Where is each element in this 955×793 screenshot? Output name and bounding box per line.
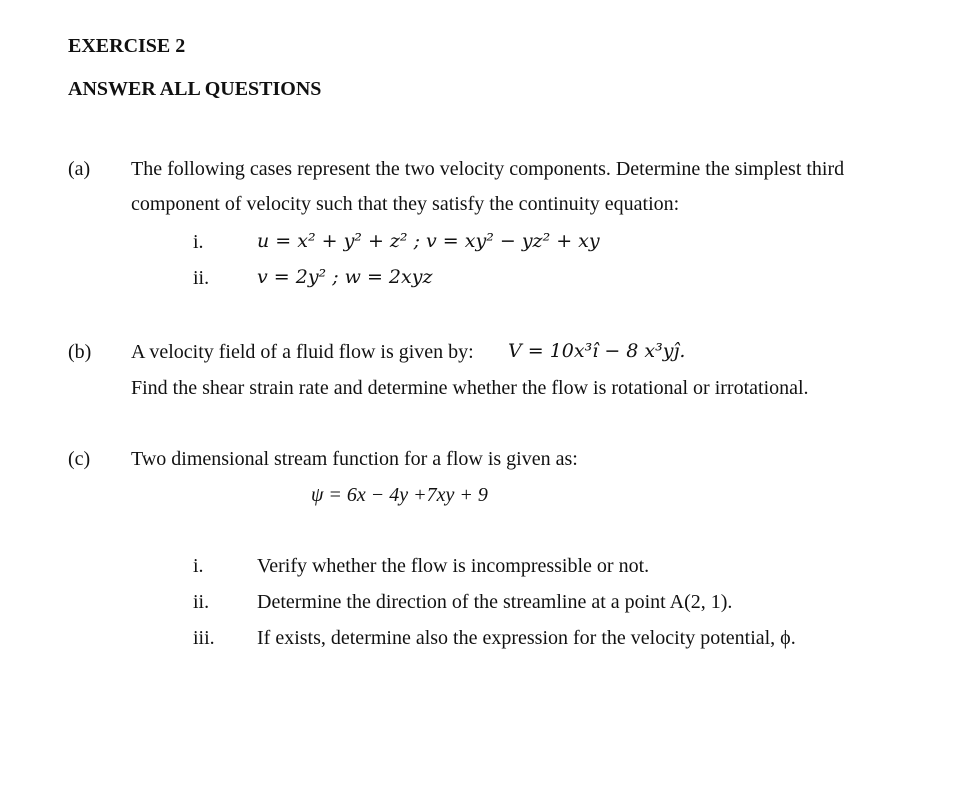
instructions-heading: ANSWER ALL QUESTIONS: [68, 78, 322, 100]
exercise-title: EXERCISE 2: [68, 35, 186, 57]
item-number: ii.: [193, 267, 210, 289]
item-number: ii.: [193, 591, 210, 613]
question-text-line1: The following cases represent the two velocity components. Determine the simplest third: [131, 158, 845, 180]
question-text-line1: A velocity field of a fluid flow is given by:: [131, 341, 474, 363]
question-label: (c): [68, 448, 91, 470]
item-number: i.: [193, 231, 204, 253]
item-text: Verify whether the flow is incompressible or not.: [257, 555, 650, 577]
item-number: i.: [193, 555, 204, 577]
item-text: If exists, determine also the expression for the velocity potential, ϕ.: [257, 627, 796, 649]
question-label: (b): [68, 341, 92, 363]
equation: u = x² + y² + z² ; v = xy² − yz² + xy: [257, 230, 600, 252]
equation: ψ = 6x − 4y +7xy + 9: [311, 484, 488, 506]
equation: v = 2y² ; w = 2xyz: [257, 266, 433, 288]
question-text-line2: Find the shear strain rate and determine whether the flow is rotational or irrotational.: [131, 377, 809, 399]
item-number: iii.: [193, 627, 215, 649]
question-text-line1: Two dimensional stream function for a flow is given as:: [131, 448, 578, 470]
question-label: (a): [68, 158, 91, 180]
question-text-line2: component of velocity such that they satisfy the continuity equation:: [131, 193, 680, 215]
equation: V = 10x³î − 8 x³yĵ.: [508, 340, 686, 362]
item-text: Determine the direction of the streamline at a point A(2, 1).: [257, 591, 733, 613]
